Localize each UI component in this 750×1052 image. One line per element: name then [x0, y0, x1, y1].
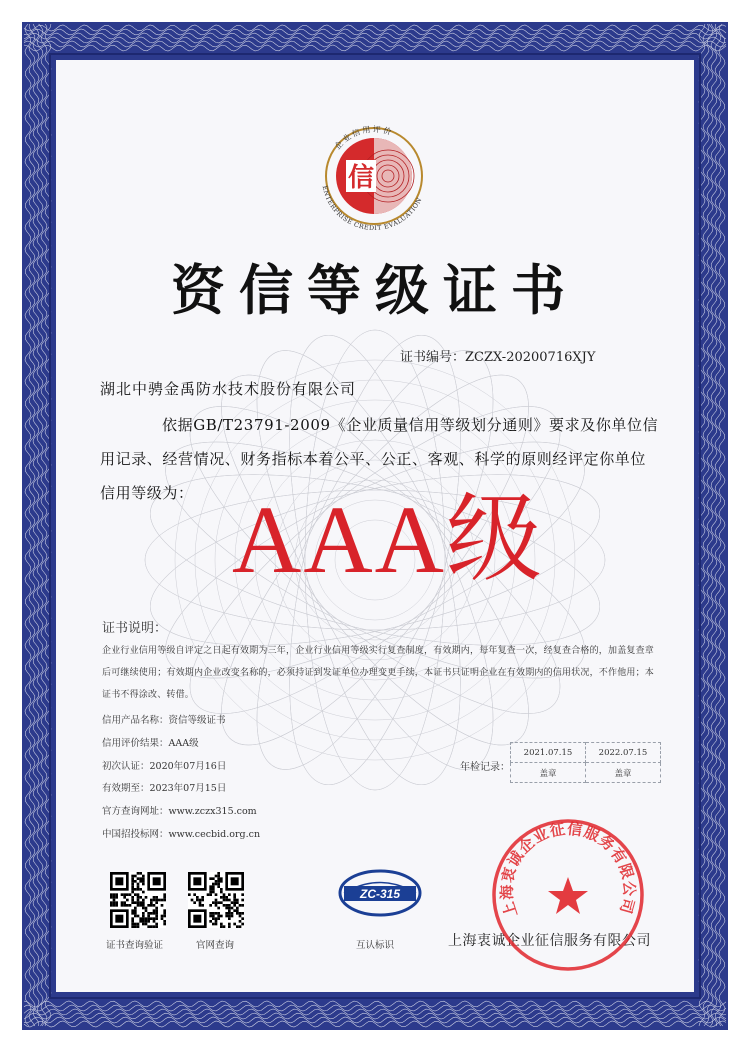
issuer-name: 上海衷诚企业征信服务有限公司: [448, 933, 651, 949]
certificate-title: 资信等级证书: [171, 258, 579, 322]
info-valid-until: 有效期至：2023年07月15日: [102, 783, 227, 794]
logo-emblem-char: 信: [347, 163, 375, 193]
zc315-label: 互认标识: [356, 940, 395, 951]
annual-check-table: [510, 742, 661, 783]
annual-stamp-2: 盖章: [586, 763, 661, 783]
notes-body: 企业行业信用等级自评定之日起有效期为三年，企业行业信用等级实行复查制度，有效期内，每年复查一次，经复查合格的，加盖复查章后可继续使用；有效期内企业改变名称的，必须持证到发证单位办理变更手续，本证书只证明企业在有效期内的信用状况，不作他用；本证书不得涂改、转借。: [102, 646, 655, 700]
official-seal: [488, 815, 648, 975]
qr-label-official: 官网查询: [196, 940, 235, 951]
info-result: 信用评价结果：AAA级: [102, 738, 199, 749]
company-name: 湖北中骋金禹防水技术股份有限公司: [100, 380, 357, 398]
evaluation-paragraph: 依据GB/T23791-2009《企业质量信用等级划分通则》要求及你单位信用记录、经营情况、财务指标本着公平、公正、客观、科学的原则经评定你单位信用等级为：: [100, 416, 659, 502]
notes-heading: 证书说明：: [102, 621, 168, 636]
zc315-logo-text: ZC-315: [359, 887, 401, 901]
info-product: 信用产品名称：资信等级证书: [102, 715, 226, 726]
logo-ring-text: 企业信用评价: [333, 124, 395, 152]
seal-text: 上海衷诚企业征信服务有限公司: [497, 819, 639, 920]
qr-label-verify: 证书查询验证: [106, 940, 164, 951]
red-star-icon: [548, 877, 588, 914]
qr-code-icon[interactable]: [110, 872, 166, 928]
certificate-number: 证书编号：ZCZX-20200716XJY: [400, 350, 596, 365]
credit-evaluation-logo-icon: [308, 118, 438, 230]
logo-english-text: ENTERPRISE CREDIT EVALUATION: [320, 184, 424, 230]
qr-code-icon[interactable]: [188, 872, 244, 928]
info-bid-site: 中国招投标网：www.cecbid.org.cn: [102, 829, 261, 840]
zc315-logo-icon: [338, 868, 422, 918]
annual-stamp-1: 盖章: [511, 763, 586, 783]
credit-level: AAA级: [232, 486, 544, 593]
annual-check-label: 年检记录：: [460, 762, 510, 773]
annual-date-2: 2022.07.15: [586, 743, 661, 763]
info-website: 官方查询网址：www.zczx315.com: [102, 806, 257, 817]
info-first-certification: 初次认证：2020年07月16日: [102, 761, 227, 772]
annual-date-1: 2021.07.15: [511, 743, 586, 763]
